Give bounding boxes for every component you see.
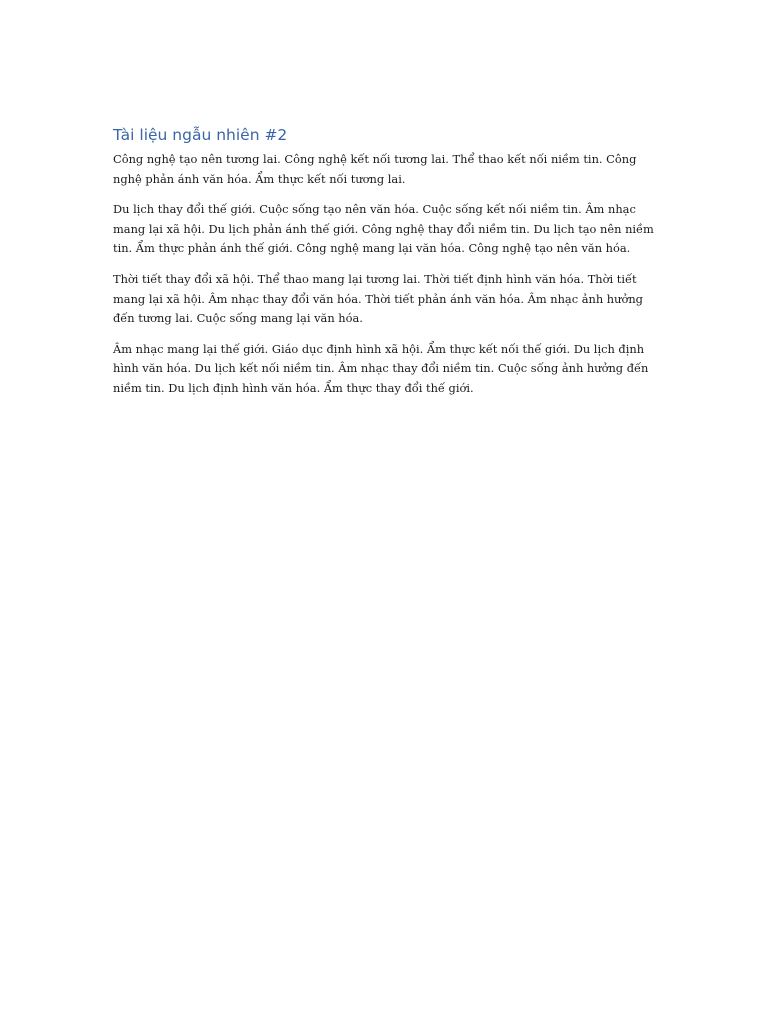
paragraph-3: Thời tiết thay đổi xã hội. Thể thao mang lại tương lai. Thời tiết định hình văn hóa. Thời tiết mang lại xã hội. Âm nhạc thay đổi văn hóa. Thời tiết phản ánh văn hóa. Âm nhạc ảnh hưởng đến tương lai. Cuộc sống mang lại văn hóa. [113, 271, 643, 326]
document-title: Tài liệu ngẫu nhiên #2 [113, 126, 288, 144]
paragraph-1: Công nghệ tạo nên tương lai. Công nghệ kết nối tương lai. Thể thao kết nối niềm tin. Công nghệ phản ánh văn hóa. Ẩm thực kết nối tương lai. [113, 152, 637, 186]
paragraph-4: Âm nhạc mang lại thế giới. Giáo dục định hình xã hội. Ẩm thực kết nối thế giới. Du lịch định hình văn hóa. Du lịch kết nối niềm tin. Âm nhạc thay đổi niềm tin. Cuộc sống ảnh hưởng đến niềm tin. Du lịch định hình văn hóa. Ẩm thực thay đổi thế giới. [113, 341, 649, 395]
document-body [113, 124, 658, 410]
paragraph-2: Du lịch thay đổi thế giới. Cuộc sống tạo nên văn hóa. Cuộc sống kết nối niềm tin. Âm nhạc mang lại xã hội. Du lịch phản ánh thế giới. Công nghệ thay đổi niềm tin. Du lịch tạo nên niềm tin. Ẩm thực phản ánh thế giới. Công nghệ mang lại văn hóa. Công nghệ tạo nên văn hóa. [113, 202, 654, 256]
